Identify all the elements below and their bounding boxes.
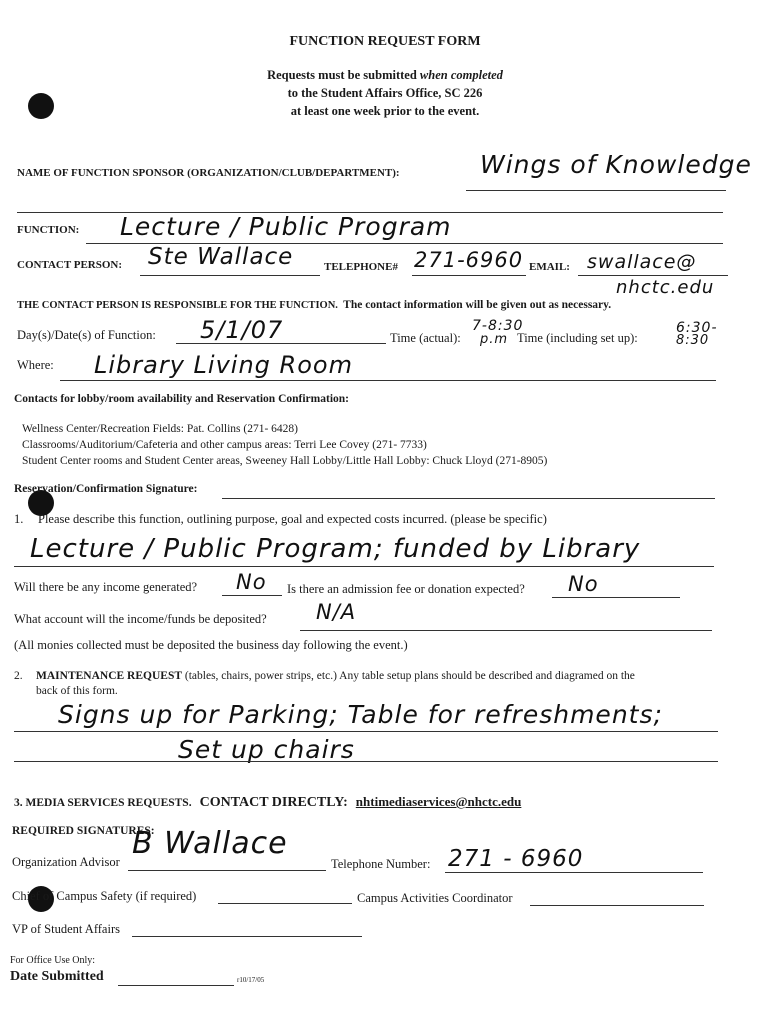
subtitle-emphasis: when completed xyxy=(419,68,503,82)
responsible-note xyxy=(17,299,611,311)
function-value[interactable]: Lecture / Public Program xyxy=(120,212,452,241)
account-value[interactable]: N/A xyxy=(316,600,357,624)
vp-label: VP of Student Affairs xyxy=(12,922,120,936)
contact-label: CONTACT PERSON: xyxy=(17,259,123,271)
q2-title: MAINTENANCE REQUEST xyxy=(36,670,183,682)
contacts-line-1: Wellness Center/Recreation Fields: Pat. Collins (271- 6428) xyxy=(22,423,298,435)
time-setup-label: Time (including set up): xyxy=(517,331,638,345)
date-value[interactable]: 5/1/07 xyxy=(200,316,284,344)
activities-label: Campus Activities Coordinator xyxy=(357,891,513,905)
q1-number: 1. xyxy=(14,512,24,526)
time-setup-value-2[interactable]: 8:30 xyxy=(676,333,710,348)
date-submitted-label: Date Submitted xyxy=(10,969,104,984)
advisor-label: Organization Advisor xyxy=(12,855,120,869)
q2-text-line-1 xyxy=(36,670,635,682)
time-actual-label: Time (actual): xyxy=(390,331,461,345)
advisor-signature[interactable]: B Wallace xyxy=(132,826,288,861)
office-label: For Office Use Only: xyxy=(10,955,96,966)
header-subtitle-2: to the Student Affairs Office, SC 226 xyxy=(287,86,483,100)
q3-contact: CONTACT DIRECTLY: xyxy=(199,795,348,810)
time-setup-value-1[interactable]: 6:30- xyxy=(676,320,718,336)
contact-value[interactable]: Ste Wallace xyxy=(148,244,294,270)
function-label: FUNCTION: xyxy=(17,224,80,236)
sponsor-value[interactable]: Wings of Knowledge xyxy=(480,150,752,179)
header-subtitle-3: at least one week prior to the event. xyxy=(290,104,480,118)
fee-label: Is there an admission fee or donation expected? xyxy=(287,582,525,596)
telephone-label: TELEPHONE# xyxy=(324,261,398,273)
email-value-1[interactable]: swallace@ xyxy=(587,251,697,273)
contacts-line-2: Classrooms/Auditorium/Cafeteria and other campus areas: Terri Lee Covey (271- 7733) xyxy=(22,439,427,451)
where-label: Where: xyxy=(17,358,54,372)
advisor-phone-label: Telephone Number: xyxy=(331,857,431,871)
advisor-phone-value[interactable]: 271 - 6960 xyxy=(448,846,584,872)
revision-code: r10/17/05 xyxy=(237,976,265,984)
media-email-link[interactable]: nhtimediaservices@nhctc.edu xyxy=(355,794,522,809)
q2-answer-2[interactable]: Set up chairs xyxy=(178,735,355,764)
monies-note: (All monies collected must be deposited the business day following the event.) xyxy=(14,638,408,652)
where-value[interactable]: Library Living Room xyxy=(94,351,353,379)
income-value[interactable]: No xyxy=(236,570,267,594)
responsible-note-a: THE CONTACT PERSON IS RESPONSIBLE FOR THE FUNCTION. xyxy=(17,300,338,311)
q2-text-line-2: back of this form. xyxy=(36,685,118,697)
q2-answer-1[interactable]: Signs up for Parking; Table for refreshments; xyxy=(58,700,663,729)
responsible-note-b: The contact information will be given out as necessary. xyxy=(343,299,612,311)
account-label: What account will the income/funds be deposited? xyxy=(14,612,267,626)
fee-value[interactable]: No xyxy=(568,572,599,596)
safety-label: Chief of Campus Safety (if required) xyxy=(12,889,197,903)
contacts-heading: Contacts for lobby/room availability and Reservation Confirmation: xyxy=(14,393,349,405)
contacts-line-3: Student Center rooms and Student Center areas, Sweeney Hall Lobby/Little Hall Lobby: Chuck Lloyd (271-8905) xyxy=(22,455,548,467)
telephone-value[interactable]: 271-6960 xyxy=(414,248,524,272)
email-label: EMAIL: xyxy=(529,261,570,273)
q3-label: 3. MEDIA SERVICES REQUESTS. xyxy=(14,797,192,809)
q2-text: (tables, chairs, power strips, etc.) Any table setup plans should be described and diagramed on the xyxy=(182,670,635,682)
time-actual-value-2[interactable]: p.m xyxy=(480,332,509,347)
time-actual-value-1[interactable]: 7-8:30 xyxy=(472,318,524,334)
date-label: Day(s)/Date(s) of Function: xyxy=(17,328,156,342)
signatures-heading: REQUIRED SIGNATURES: xyxy=(12,825,155,837)
email-value-2[interactable]: nhctc.edu xyxy=(616,277,715,298)
sponsor-label: NAME OF FUNCTION SPONSOR (ORGANIZATION/CLUB/DEPARTMENT): xyxy=(17,167,400,179)
header-subtitle-1 xyxy=(0,68,770,83)
reservation-label: Reservation/Confirmation Signature: xyxy=(14,483,198,495)
subtitle-text: Requests must be submitted xyxy=(267,68,420,82)
q3-row xyxy=(14,793,521,811)
q2-number: 2. xyxy=(14,670,23,682)
income-label: Will there be any income generated? xyxy=(14,580,198,594)
form-title: FUNCTION REQUEST FORM xyxy=(289,34,481,49)
q1-text: Please describe this function, outlining purpose, goal and expected costs incurred. (please be specific) xyxy=(38,512,547,526)
q1-answer[interactable]: Lecture / Public Program; funded by Library xyxy=(30,534,641,564)
